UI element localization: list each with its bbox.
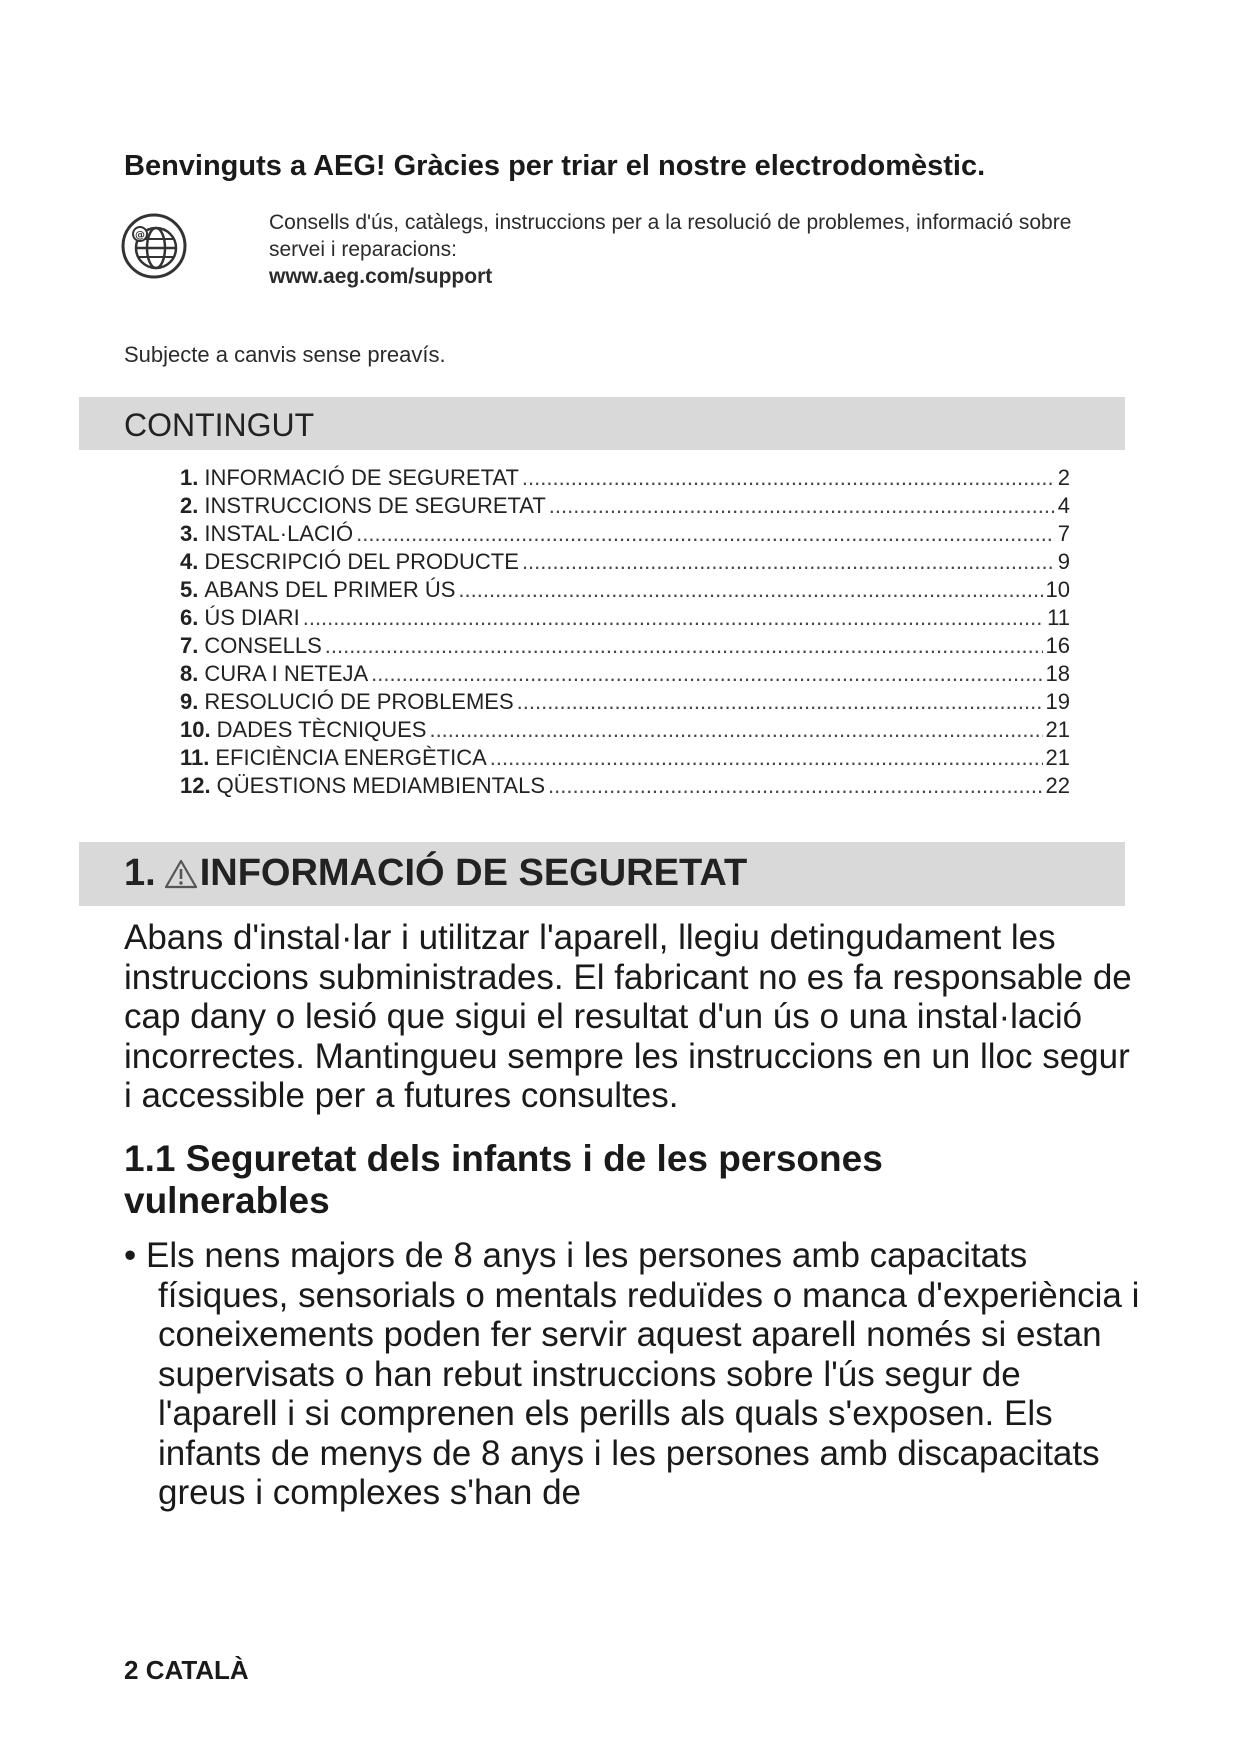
toc-item[interactable] <box>180 661 1070 689</box>
toc-leader <box>325 633 1043 659</box>
toc-item-number: 12. <box>180 773 211 798</box>
support-link[interactable]: www.aeg.com/support <box>269 265 493 288</box>
contents-header <box>79 397 1125 450</box>
section-number: 1. <box>124 852 156 894</box>
toc-item-number: 10. <box>180 717 211 742</box>
toc-item-label: DADES TÈCNIQUES <box>216 717 427 742</box>
toc-item-label: DESCRIPCIÓ DEL PRODUCTE <box>204 549 519 574</box>
toc-item[interactable] <box>180 745 1070 773</box>
toc-item[interactable] <box>180 577 1070 605</box>
toc-item[interactable] <box>180 773 1070 801</box>
toc-item-label: ÚS DIARI <box>204 605 300 630</box>
toc-item[interactable] <box>180 549 1070 577</box>
support-info <box>269 209 1089 290</box>
toc-leader <box>548 773 1043 799</box>
toc-item-number: 8. <box>180 661 199 686</box>
toc-leader <box>303 605 1044 631</box>
toc-item-label: INSTRUCCIONS DE SEGURETAT <box>204 493 546 518</box>
toc-item-number: 9. <box>180 689 199 714</box>
page-number: 2 <box>124 1655 139 1685</box>
toc-item-label: ABANS DEL PRIMER ÚS <box>204 577 456 602</box>
table-of-contents <box>180 465 1070 801</box>
toc-leader <box>522 549 1055 575</box>
toc-item-number: 11. <box>180 745 210 770</box>
toc-item-page: 18 <box>1045 661 1070 686</box>
toc-item-number: 1. <box>180 465 199 490</box>
footer-language: CATALÀ <box>145 1655 249 1685</box>
toc-item-label: INFORMACIÓ DE SEGURETAT <box>204 465 519 490</box>
toc-leader <box>371 661 1042 687</box>
toc-item[interactable] <box>180 717 1070 745</box>
page-footer <box>124 1655 249 1686</box>
toc-item-number: 7. <box>180 633 199 658</box>
support-text: Consells d'ús, catàlegs, instruccions per a la resolució de problemes, informació sobre servei i reparacions: <box>269 211 1072 261</box>
safety-intro: Abans d'instal·lar i utilitzar l'aparell, llegiu detingudament les instruccions subministrades. El fabricant no es fa responsable de cap dany o lesió que sigui el resultat d'un ús o una instal·lació incorrectes. Mantingueu sempre les instruccions en un lloc segur i accessible per a futures consultes. <box>124 918 1132 1115</box>
toc-item[interactable] <box>180 493 1070 521</box>
toc-item-page: 9 <box>1057 549 1070 574</box>
toc-item-number: 5. <box>180 577 199 602</box>
section-title <box>124 852 747 895</box>
toc-item-label: QÜESTIONS MEDIAMBIENTALS <box>216 773 546 798</box>
toc-leader <box>517 689 1043 715</box>
toc-item[interactable] <box>180 633 1070 661</box>
toc-item-number: 4. <box>180 549 199 574</box>
change-notice: Subjecte a canvis sense preavís. <box>124 342 446 367</box>
toc-item-label: CURA I NETEJA <box>204 661 369 686</box>
toc-leader <box>429 717 1042 743</box>
toc-item-label: EFICIÈNCIA ENERGÈTICA <box>215 745 487 770</box>
globe-icon <box>120 212 188 280</box>
toc-item[interactable] <box>180 465 1070 493</box>
toc-item-page: 21 <box>1045 745 1070 770</box>
toc-item-page: 2 <box>1057 465 1070 490</box>
toc-item-page: 16 <box>1045 633 1070 658</box>
toc-item[interactable] <box>180 605 1070 633</box>
toc-item-label: INSTAL·LACIÓ <box>204 521 354 546</box>
welcome-heading: Benvinguts a AEG! Gràcies per triar el nostre electrodomèstic. <box>124 150 986 182</box>
toc-item-page: 7 <box>1057 521 1070 546</box>
toc-item-page: 11 <box>1047 605 1070 630</box>
toc-item[interactable] <box>180 689 1070 717</box>
section-header <box>79 842 1125 906</box>
contents-title: CONTINGUT <box>124 407 315 443</box>
toc-item-number: 3. <box>180 521 199 546</box>
subsection-title: 1.1 Seguretat dels infants i de les persones vulnerables <box>124 1138 883 1221</box>
toc-item-page: 4 <box>1057 493 1070 518</box>
toc-item-number: 6. <box>180 605 199 630</box>
toc-item-label: RESOLUCIÓ DE PROBLEMES <box>204 689 514 714</box>
toc-leader <box>490 745 1043 771</box>
toc-item-page: 22 <box>1045 773 1070 798</box>
toc-item-page: 19 <box>1045 689 1070 714</box>
toc-item-page: 10 <box>1045 577 1070 602</box>
section-title-text: INFORMACIÓ DE SEGURETAT <box>199 852 748 894</box>
warning-icon <box>164 858 198 890</box>
bullet-text: Els nens majors de 8 anys i les persones amb capacitats físiques, sensorials o mentals reduïdes o manca d'experiència i coneixements poden fer servir aquest aparell només si estan supervisats o han rebut instruccions sobre l'ús segur de l'aparell i si comprenen els perills als quals s'exposen. Els infants de menys de 8 anys i les persones amb discapacitats greus i complexes s'han de <box>145 1236 1140 1512</box>
toc-item[interactable] <box>180 521 1070 549</box>
svg-text:@: @ <box>135 230 145 241</box>
toc-leader <box>356 521 1055 547</box>
toc-item-number: 2. <box>180 493 199 518</box>
toc-leader <box>522 465 1055 491</box>
toc-leader <box>549 493 1055 519</box>
toc-item-label: CONSELLS <box>204 633 322 658</box>
toc-item-page: 21 <box>1045 717 1070 742</box>
toc-leader <box>458 577 1042 603</box>
bullet-item: • Els nens majors de 8 anys i les persones amb capacitats físiques, sensorials o mentals reduïdes o manca d'experiència i coneixements poden fer servir aquest aparell només si estan supervisats o han rebut instruccions sobre l'ús segur de l'aparell i si comprenen els perills als quals s'exposen. Els infants de menys de 8 anys i les persones amb discapacitats greus i complexes s'han de <box>124 1236 1140 1512</box>
